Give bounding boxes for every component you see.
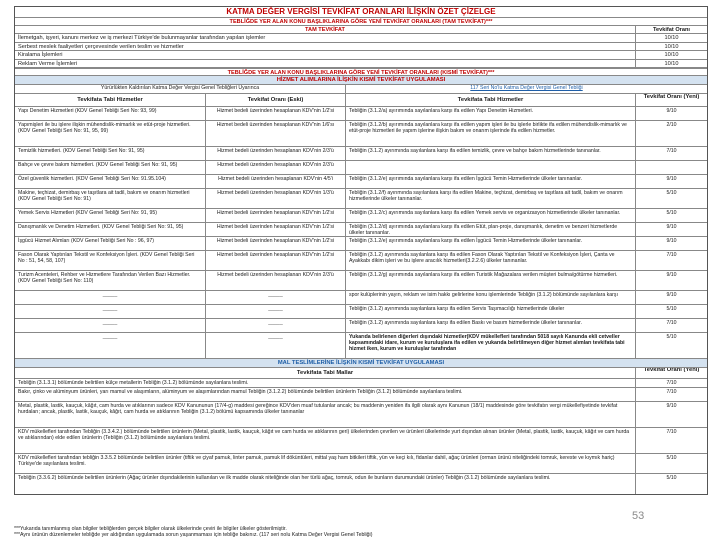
kismi-row — [15, 121, 707, 147]
mal-row-rate: 5/10 — [635, 454, 707, 473]
kismi-row-service: _____ — [102, 320, 118, 326]
kismi-row-rate: 5/10 — [635, 209, 707, 222]
mal-header-left: Tevkifata Tabi Mallar — [296, 370, 354, 376]
kismi-row-scope: Tebliğin (3.1.2/d) ayırımında sayılanlara karşı ifa edilen Etüt, plan-proje, danışmanlık, denetim ve benzeri hizmetlerde ülkeler tanınanlar. — [345, 223, 635, 236]
tam-row — [15, 60, 707, 69]
tam-row — [15, 43, 707, 52]
tam-row — [15, 34, 707, 43]
kismi-context-right — [345, 85, 707, 93]
kismi-context-row — [15, 85, 707, 94]
tam-row-label: Serbest meslek faaliyetleri çerçevesinde verilen teslim ve hizmetler — [18, 43, 184, 50]
kismi-row-scope: Tebliğin (3.1.2) ayırımında sayılanlara karşı ifa edilen Baskı ve basım hizmetlerinde ülkeler tanınanlar. — [345, 319, 635, 332]
kismi-row-service: _____ — [102, 306, 118, 312]
kismi-row-service: Makine, teçhizat, demirbaş ve taşıtlara ait tadil, bakım ve onarım hizmetleri (KDV Genel Tebliği Seri No: 91) — [18, 190, 190, 202]
kismi-row-scope: Tebliğin (3.1.2/f) ayırımında sayılanlara karşı ifa edilen Makine, teçhizat, demirbaş ve taşıtlara ait tadil, bakım ve onarım hizmetlerinde ülkeler tanınanlar. — [345, 189, 635, 208]
kismi-row-rate: 9/10 — [635, 271, 707, 290]
kismi-header-scope: Tevkifata Tabi Hizmetler — [345, 94, 635, 106]
kismi-row-base: Hizmet bedeli üzerinden hesaplanan KDV'nin 2/3'ü — [205, 161, 345, 174]
kismi-row-scope: Tebliğin (3.1.2/g) ayırımında sayılanlara karşı ifa edilen Turistik Mağazalara verilen müşteri bulma/götürme hizmetleri. — [345, 271, 635, 290]
mal-row-text: Metal, plastik, lastik, kauçuk, kâğıt, cam hurda ve atıklarının sadece KDV Kanununun (17/4-g) maddesi gereğince KDV'den muaf tutulanlar ancak; bu maddenin yeniden ifa ilgili olarak aynı Kanunun (18/1) maddesinde göre tevkifatın vergi mükellefiyetinde tevkifat hurdaları; ancak, plastik, lastik, kauçuk, kâğıt, cam hurda ve atıklarının Tebliğin (3.1.2) bölümü kapsamında ülkeler tanınanlar — [18, 403, 618, 415]
tebligi-117-link[interactable]: 117 Seri No'lu Katma Değer Vergisi Genel Tebliği — [470, 85, 583, 91]
tam-row-rate: 10/10 — [635, 43, 707, 51]
kismi-row-rate: 5/10 — [635, 333, 707, 358]
kismi-row-service: Temizlik hizmetleri. (KDV Genel Tebliği Seri No: 91, 95) — [18, 148, 145, 154]
kismi-row-scope: Tebliğin (3.1.2) ayırımında sayılanlara karşı ifa edilen Fason Olarak Yaptırılan Tekstil ve Konfeksiyon İşleri, Çanta ve Ayakkabı dikim işleri ve bu işlere aracılık hizmetleri(3.2.2.6) ülkeler tanınanlar. — [345, 251, 635, 270]
kismi-row — [15, 291, 707, 305]
kismi-row-rate: 5/10 — [635, 189, 707, 208]
kismi-row — [15, 251, 707, 271]
kismi-row — [15, 271, 707, 291]
kismi-row-rate — [635, 161, 707, 174]
mal-row-text: KDV mükellefleri tarafından tebliğin 3.3.5.2 bölümünde belirtilen ürünler (tiftik ve çiyaf pamuk, linter pamuk, pamuk lif döküntüleri, mittal yaş ham bitkileri tiftik, yün ve keçi kılı, fidanlar dahil, ağaç ürünleri (orman ürünü niteliğindeki tomruk, kereste ve kıymık hariç) Türkiye'de sayılanlara teslimi. — [18, 455, 615, 467]
kismi-row-scope: Yukarıda belirlenen diğerleri dışındaki hizmetler(KDV mükellefleri tarafından 5018 sayılı Kanunda ekli cetveller kapsamındaki idare, kurum ve kuruluşlara ifa edilen ve yukarıda belirtilmeyen diğer hizmet alımları tevkifata tabi hizmet iken, kurum ve kuruluşlar tarafından — [345, 333, 635, 358]
kismi-row-rate: 9/10 — [635, 237, 707, 250]
kismi-row-service: Yemek Servis Hizmetleri (KDV Genel Tebliği Seri No: 91, 95) — [18, 210, 157, 216]
kismi-row-base: Hizmet bedeli üzerinden hesaplanan KDV'nin 1/2'si — [205, 223, 345, 236]
tam-row-rate: 10/10 — [635, 34, 707, 42]
kismi-row — [15, 189, 707, 209]
mal-row-rate: 9/10 — [635, 402, 707, 427]
kismi-row — [15, 161, 707, 175]
kismi-context-left: Yürürlükten Kaldırılan Katma Değer Vergisi Genel Tebliğleri Uyarınca — [100, 85, 260, 91]
kismi-row-base: Hizmet bedeli üzerinden hesaplanan KDV'nin 2/3'ü — [205, 147, 345, 160]
tam-intro: TEBLİĞDE YER ALAN KONU BAŞLIKLARINA GÖRE YENİ TEVKİFAT ORANLARI (TAM TEVKİFAT)*** — [229, 19, 493, 25]
kismi-header-rate: Tevkifat Oranı (Yeni) — [635, 94, 707, 106]
kismi-row-base: Hizmet bedeli üzerinden hesaplanan KDV'nin 4/5'i — [205, 175, 345, 188]
kismi-row — [15, 175, 707, 189]
kismi-row-base: _____ — [205, 319, 345, 332]
kismi-row-base: Hizmet bedeli üzerinden hesaplanan KDV'nin 1/2'si — [205, 237, 345, 250]
kismi-subtitle: HİZMET ALIMLARINA İLİŞKİN KISMİ TEVKİFAT UYGULAMASI — [276, 77, 446, 83]
mal-subtitle-row — [15, 359, 707, 368]
tam-subtitle: TAM TEVKİFAT — [305, 27, 345, 33]
footnote: ***Aynı ürünün düzenlemeler tebliğde yer aldığından uygulamada sorun yaşanmaması için tebliğe bakınız. (117 seri nolu Katma Değer Vergisi Genel Tebliği) — [14, 532, 373, 538]
kismi-row-scope: Tebliğin (3.1.2/b) ayırımında sayılanlara karşı ifa edilen yapım işleri ile bu işlerle birlikte ifa edilen mühendislik-mimarlık ve etüt-proje hizmetleri ile yapım işlerine ilişkin bakım ve onarım işlerinde ifa edilen hizmetler. — [345, 121, 635, 146]
kismi-row-scope: Tebliğin (3.1.2/a) ayırımında sayılanlara karşı ifa edilen Yapı Denetim Hizmetleri. — [345, 107, 635, 120]
kismi-row — [15, 305, 707, 319]
kismi-row-base: Hizmet bedeli üzerinden hesaplanan KDV'nin 1/2'si — [205, 107, 345, 120]
kismi-row-scope: spor kulüplerinin yayın, reklam ve isim hakkı gelirlerine konu işlemlerinde Tebliğin (3.1.2) bölümünde sayılanlara karşı — [345, 291, 635, 304]
kismi-row-rate: 7/10 — [635, 251, 707, 270]
mal-row — [15, 454, 707, 474]
summary-table — [14, 6, 708, 495]
kismi-row-base: Hizmet bedeli üzerinden hesaplanan KDV'nin 1/6'sı — [205, 121, 345, 146]
kismi-row — [15, 333, 707, 359]
kismi-row-scope — [345, 161, 635, 174]
kismi-subtitle-row — [15, 76, 707, 85]
kismi-row-scope: Tebliğin (3.1.2/c) ayırımında sayılanlara karşı ifa edilen Yemek servis ve organizasyon hizmetlerinde ülkeler tanınanlar. — [345, 209, 635, 222]
table-title-row — [15, 7, 707, 18]
mal-row-text: Tebliğin (3.3.6.2) bölümünde belirtilen ürünlerin (Ağaç ürünler dışındakilerinin kullanılan ve ilk madde olarak niteliğinde olan her türlü ağaç, tomruk, odun ile bunların durumundaki ürünler) Tebliğin (3.1.2) bölümünde sayılanlara teslimi. — [18, 475, 551, 481]
kismi-header-service: Tevkifata Tabi Hizmetler — [77, 97, 143, 103]
kismi-row-rate: 7/10 — [635, 319, 707, 332]
kismi-row-base: Hizmet bedeli üzerinden hesaplanan KDV'nin 1/3'ü — [205, 189, 345, 208]
tam-intro-row — [15, 18, 707, 26]
mal-header-right: Tevkifat Oranı (Yeni) — [635, 368, 707, 378]
kismi-row-service: _____ — [102, 334, 118, 340]
mal-row — [15, 379, 707, 388]
mal-row-rate: 5/10 — [635, 474, 707, 494]
kismi-row-rate: 9/10 — [635, 223, 707, 236]
mal-row — [15, 428, 707, 454]
tam-row-label: Reklam Verme İşlemleri — [18, 60, 78, 67]
tam-row-label: İlemetgah, işyeri, kanunı merkez ve iş merkezi Türkiye'de bulunmayanlar tarafından yapılan işlemler — [18, 35, 266, 41]
kismi-row — [15, 237, 707, 251]
kismi-row-rate: 7/10 — [635, 147, 707, 160]
kismi-intro: TEBLİĞDE YER ALAN KONU BAŞLIKLARINA GÖRE YENİ TEVKİFAT ORANLARI (KISMİ TEVKİFAT)*** — [227, 70, 495, 76]
kismi-row — [15, 147, 707, 161]
kismi-row-service: Fason Olarak Yaptırılan Tekstil ve Konfeksiyon İşleri. (KDV Genel Tebliği Seri No : 51, 54, 58, 107) — [18, 252, 195, 264]
tam-subtitle-row — [15, 26, 707, 34]
kismi-intro-row — [15, 68, 707, 76]
kismi-row-service: Yapı Denetim Hizmetleri (KDV Genel Tebliği Seri No: 93, 99) — [18, 108, 157, 114]
tam-row — [15, 51, 707, 60]
footnote: ***Yukarıda tanımlanmış olan bilgiler tebliğlerden gerçek bilgiler olarak ülkelerinde çeviri ile bilgiler ülkeler gösterilmiştir. — [14, 526, 287, 532]
kismi-row-scope: Tebliğin (3.1.2) ayırımında sayılanlara karşı ifa edilen Servis Taşımacılığı hizmetlerinde ülkeler — [345, 305, 635, 318]
kismi-row-base: Hizmet bedeli üzerinden hesaplanan KDV'nin 1/2'si — [205, 251, 345, 270]
kismi-row-rate: 5/10 — [635, 305, 707, 318]
kismi-row-rate: 9/10 — [635, 107, 707, 120]
kismi-row-base: _____ — [205, 305, 345, 318]
kismi-row-service: Turizm Acenteleri, Rehber ve Hizmetlere Tarafından Verilen Bazı Hizmetler. (KDV Genel Tebliği Seri No: 110) — [18, 272, 191, 284]
kismi-row-service: _____ — [102, 292, 118, 298]
kismi-row-scope: Tebliğin (3.1.2/e) ayırımında sayılanlara karşı ifa edilen İşgücü Temin Hizmetlerinde ülkeler tanınanlar. — [345, 237, 635, 250]
page-number: 53 — [632, 510, 645, 522]
kismi-row — [15, 223, 707, 237]
tam-row-rate: 10/10 — [635, 51, 707, 59]
kismi-row — [15, 209, 707, 223]
kismi-row-service: Bahçe ve çevre bakım hizmetleri. (KDV Genel Tebliği Seri No: 91, 95) — [18, 162, 178, 168]
kismi-row — [15, 319, 707, 333]
mal-row-rate: 7/10 — [635, 428, 707, 453]
table-title: KATMA DEĞER VERGİSİ TEVKİFAT ORANLARI İLİŞKİN ÖZET ÇİZELGE — [226, 7, 496, 16]
kismi-row-scope: Tebliğin (3.1.2/e) ayırımında sayılanlara karşı ifa edilen İşgücü Temin Hizmetlerinde ülkeler tanınanlar. — [345, 175, 635, 188]
tam-row-rate: 10/10 — [635, 60, 707, 68]
mal-row — [15, 402, 707, 428]
tam-rate-header: Tevkifat Oranı — [635, 26, 707, 33]
mal-row-text: Tebliğin (3.1.3.1) bölümünde belirtilen külçe metallerin Tebliğin (3.1.2) bölümünde sayılanlara teslimi. — [18, 380, 249, 386]
kismi-row-rate: 2/10 — [635, 121, 707, 146]
kismi-row-base: Hizmet bedeli üzerinden hesaplanan KDV'nin 1/2'si — [205, 209, 345, 222]
kismi-row-rate: 9/10 — [635, 291, 707, 304]
kismi-row-rate: 9/10 — [635, 175, 707, 188]
tam-row-label: Kiralama İşlemleri — [18, 52, 63, 58]
mal-row — [15, 388, 707, 402]
mal-row-text: Bakır, çinko ve alüminyum ürünleri, yarı mamul ve alaşımların, alüminyum ve alaşımlarından mamul Tebliğin (3.1.2.2) bölümünde belirtilen ürünlerin Tebliğin (3.1.2) bölümünde sayılanlara teslimi. — [18, 389, 463, 395]
kismi-row-base: _____ — [205, 333, 345, 358]
kismi-row-base: _____ — [205, 291, 345, 304]
kismi-row-service: İşgücü Hizmet Alımları (KDV Genel Tebliği Seri No : 96, 97) — [18, 238, 154, 244]
mal-row — [15, 474, 707, 494]
mal-row-rate: 7/10 — [635, 388, 707, 401]
mal-row-rate: 7/10 — [635, 379, 707, 387]
mal-header-row — [15, 368, 707, 379]
kismi-row-service: Özel güvenlik hizmetleri. (KDV Genel Tebliği Seri No: 91.95.104) — [18, 176, 166, 182]
mal-row-text: KDV mükellefleri tarafından Tebliğin (3.3.4.2.) bölümünde belirtilen ürünlerin (Metal, plastik, lastik, kauçuk, kâğıt ve cam hurda ve atıklarının geri) ülkelerinden çevrilen ve ürünleri ülkelerinde yurt dışından alınan ürünler (Metal, plastik, lastik, kauçuk, kâğıt ve cam hurda ve atıklarından) elde edilen ürünlerin (Tebliğin (3.1.2) bölümünde sayılanlara teslimi. — [18, 429, 630, 441]
kismi-row-service: Danışmanlık ve Denetim Hizmetleri. (KDV Genel Tebliği Seri No: 91, 95) — [18, 224, 184, 230]
kismi-row-service: Yapımişleri ile bu işlere ilişkin mühendislik-mimarlık ve etüt-proje hizmetleri. (KDV Genel Tebliği Seri No: 91, 95, 99) — [18, 122, 191, 134]
kismi-row-scope: Tebliğin (3.1.2) ayırımında sayılanlara karşı ifa edilen temizlik, çevre ve bahçe bakım hizmetlerinde tanınanlar. — [345, 147, 635, 160]
kismi-row — [15, 107, 707, 121]
kismi-row-base: Hizmet bedeli üzerinden hesaplanan KDV'nin 2/3'ü — [205, 271, 345, 290]
mal-subtitle: MAL TESLİMLERİNE İLİŞKİN KISMİ TEVKİFAT UYGULAMASI — [277, 360, 445, 366]
kismi-header-base: Tevkifat Oranı (Eski) — [205, 94, 345, 106]
kismi-header-row — [15, 94, 707, 107]
